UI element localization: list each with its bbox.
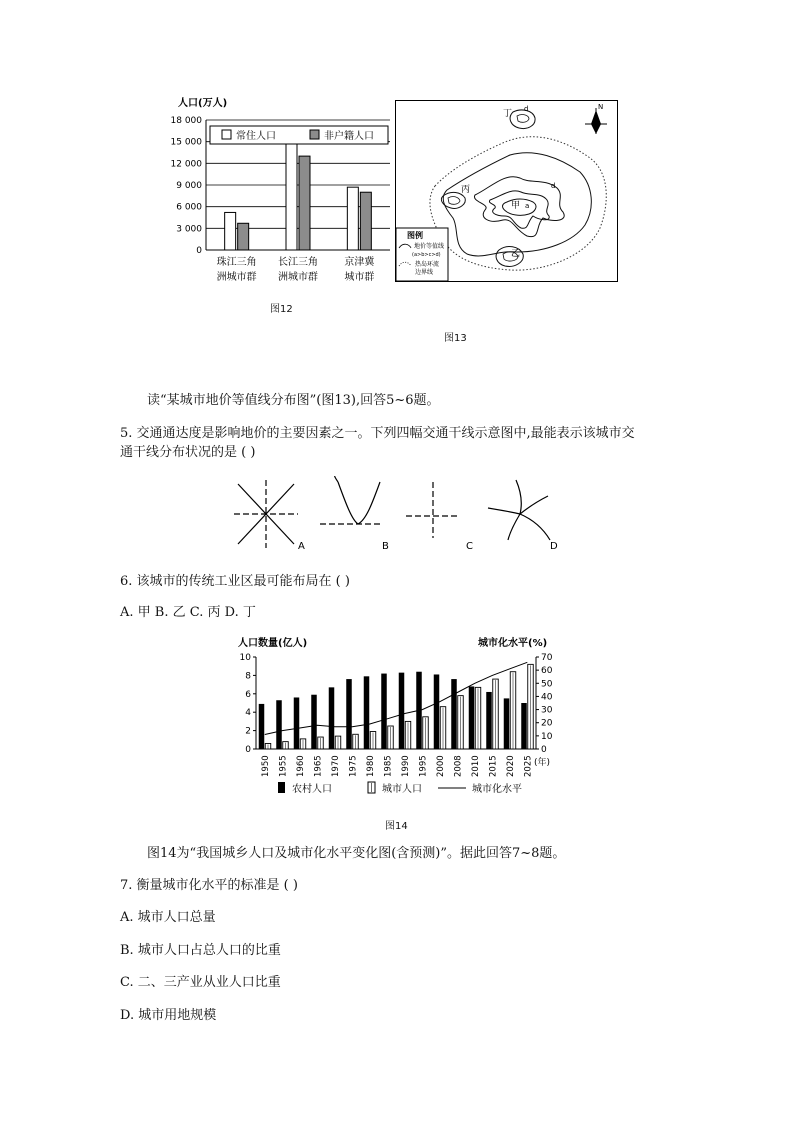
legend-label-urban: 城市人口 — [382, 784, 422, 795]
fig12-category-label: 城市群 — [344, 272, 375, 283]
fig12-category-label: 京津冀 — [344, 257, 375, 268]
fig14-year-label: 1975 — [348, 755, 359, 777]
fig12-y-tick: 12 000 — [170, 159, 202, 170]
fig14-year-label: 2025 — [523, 755, 534, 777]
fig14-xunit: (年) — [534, 758, 551, 768]
fig12-y-tick: 15 000 — [170, 137, 202, 148]
fig14-bar-rural — [451, 679, 457, 749]
fig14-year-label: 2010 — [470, 755, 481, 777]
fig14-right-tick: 20 — [541, 718, 553, 729]
fig14-year-label: 1950 — [260, 755, 271, 777]
fig14-right-tick: 30 — [541, 705, 553, 716]
fig12-y-tick: 18 000 — [170, 116, 202, 126]
legend-label-nonhukou: 非户籍人口 — [324, 131, 374, 142]
fig12-legend — [210, 126, 388, 144]
fig14-year-label: 1960 — [295, 755, 306, 777]
fig13-legend — [396, 228, 448, 281]
q7-option-d: D. 城市用地规模 — [120, 1008, 217, 1023]
fig14-bar-rural — [364, 676, 370, 749]
fig14-year-label: 1980 — [365, 755, 376, 777]
q7-stem: 7. 衡量城市化水平的标准是 ( ) — [120, 878, 298, 893]
fig14-bar-rural — [486, 692, 492, 749]
fig14-right-tick: 10 — [541, 731, 553, 742]
fig14-year-label: 2000 — [435, 755, 446, 777]
label-jia: 甲 — [511, 201, 521, 211]
fig14-caption: 图14 — [385, 821, 408, 832]
fig14-year-label: 2008 — [453, 755, 464, 777]
fig14-bar-rural — [469, 686, 475, 749]
fig14-year-label: 2020 — [505, 755, 516, 777]
legend-swatch-resident — [222, 130, 231, 139]
q5-road-diagrams — [230, 476, 570, 552]
road-diagram-a — [234, 480, 298, 548]
fig14-left-tick: 0 — [245, 745, 251, 755]
legend-label-urbanization: 城市化水平 — [472, 784, 522, 795]
fig14-right-tick: 0 — [541, 745, 547, 755]
q7-option-c: C. 二、三产业从业人口比重 — [120, 975, 281, 990]
fig12-bar-nonhukou — [238, 223, 249, 250]
fig14-ylabel-left: 人口数量(亿人) — [238, 638, 308, 649]
fig13-caption: 图13 — [444, 333, 467, 344]
road-diagram-d — [488, 480, 550, 540]
figure-12-bar-chart — [170, 92, 395, 292]
fig12-y-tick: 3 000 — [176, 224, 202, 235]
fig14-bar-rural — [504, 698, 510, 749]
fig12-category-label: 长江三角 — [278, 257, 318, 268]
legend-swatch-nonhukou — [310, 130, 319, 139]
fig13-legend-line1: 地价等值线 — [414, 243, 445, 250]
fig14-bar-rural — [399, 673, 405, 749]
fig12-category-label: 洲城市群 — [278, 272, 318, 283]
road-diagram-b — [320, 476, 380, 524]
label-d-mid: d — [551, 182, 556, 190]
fig14-legend — [278, 782, 522, 795]
label-d-top: d — [524, 105, 529, 113]
fig12-ylabel: 人口(万人) — [178, 98, 228, 109]
svg-text:N: N — [598, 103, 604, 111]
fig12-caption: 图12 — [270, 304, 293, 315]
q5-line1: 5. 交通通达度是影响地价的主要因素之一。下列四幅交通干线示意图中,最能表示该城市交 — [120, 426, 635, 441]
label-ding: 丁 — [503, 109, 513, 119]
fig12-y-tick: 6 000 — [176, 202, 202, 213]
legend-swatch-rural — [278, 782, 285, 793]
q7-option-b: B. 城市人口占总人口的比重 — [120, 943, 281, 958]
fig14-right-tick: 70 — [541, 653, 553, 663]
fig14-bar-rural — [259, 704, 265, 749]
fig14-bar-rural — [521, 703, 527, 749]
road-label-d: D — [550, 541, 558, 552]
fig14-left-tick: 10 — [239, 653, 251, 663]
fig14-bar-rural — [311, 695, 317, 749]
fig13-legend-title: 图例 — [407, 231, 423, 240]
fig14-year-label: 1995 — [418, 755, 429, 777]
label-yi: 乙 — [511, 249, 521, 259]
label-a: a — [525, 202, 530, 210]
label-bing: 丙 — [461, 185, 471, 195]
road-label-c: C — [466, 541, 473, 552]
fig13-legend-line2-note: 边界线 — [415, 269, 434, 276]
fig12-category-label: 珠江三角 — [216, 257, 257, 268]
fig12-y-tick: 9 000 — [176, 181, 202, 191]
fig14-left-tick: 8 — [245, 671, 251, 682]
fig12-bar-resident — [286, 140, 297, 251]
figure-14-urban-rural-chart — [230, 632, 565, 804]
fig12-bar-resident — [347, 187, 358, 250]
legend-label-rural: 农村人口 — [292, 784, 332, 795]
q7-option-a: A. 城市人口总量 — [120, 910, 216, 925]
fig14-bar-rural — [329, 687, 335, 749]
fig13-legend-line1-note: (a>b>c>d) — [412, 252, 441, 258]
fig14-year-label: 1985 — [383, 755, 394, 777]
fig14-year-label: 1965 — [313, 755, 324, 777]
fig14-bar-rural — [294, 697, 300, 749]
intro-5-6: 读“某城市地价等值线分布图”(图13),回答5~6题。 — [147, 393, 440, 408]
fig12-y-tick: 0 — [196, 246, 202, 256]
road-diagram-c — [406, 482, 460, 538]
legend-label-resident: 常住人口 — [236, 131, 276, 142]
fig14-year-label: 1955 — [278, 755, 289, 777]
fig13-legend-line2: 热岛环流 — [415, 261, 440, 268]
fig14-right-tick: 60 — [541, 666, 553, 677]
fig12-category-label: 洲城市群 — [216, 272, 257, 283]
fig14-bar-rural — [434, 674, 440, 749]
fig14-year-label: 2015 — [488, 755, 499, 777]
fig14-left-tick: 2 — [245, 726, 251, 737]
fig12-bar-resident — [225, 212, 236, 250]
fig14-right-tick: 40 — [541, 692, 553, 703]
fig14-bar-rural — [381, 674, 387, 749]
figure-13-land-price-map — [395, 100, 618, 282]
fig14-ylabel-right: 城市化水平(%) — [478, 638, 548, 649]
road-label-a: A — [298, 541, 305, 552]
fig14-left-tick: 6 — [245, 689, 251, 700]
fig14-right-tick: 50 — [541, 679, 553, 690]
q6-stem: 6. 该城市的传统工业区最可能布局在 ( ) — [120, 574, 350, 589]
fig14-bar-rural — [276, 700, 282, 749]
q6-options: A. 甲 B. 乙 C. 丙 D. 丁 — [120, 605, 256, 620]
q5-line2: 通干线分布状况的是 ( ) — [120, 445, 256, 460]
intro-7-8: 图14为“我国城乡人口及城市化水平变化图(含预测)”。据此回答7~8题。 — [147, 846, 566, 861]
fig14-left-tick: 4 — [245, 708, 251, 719]
road-label-b: B — [382, 541, 389, 552]
fig12-bar-nonhukou — [299, 156, 310, 250]
fig14-bar-rural — [346, 679, 352, 749]
fig14-year-label: 1970 — [330, 755, 341, 777]
fig14-year-label: 1990 — [400, 755, 411, 777]
fig12-bar-nonhukou — [360, 192, 371, 250]
